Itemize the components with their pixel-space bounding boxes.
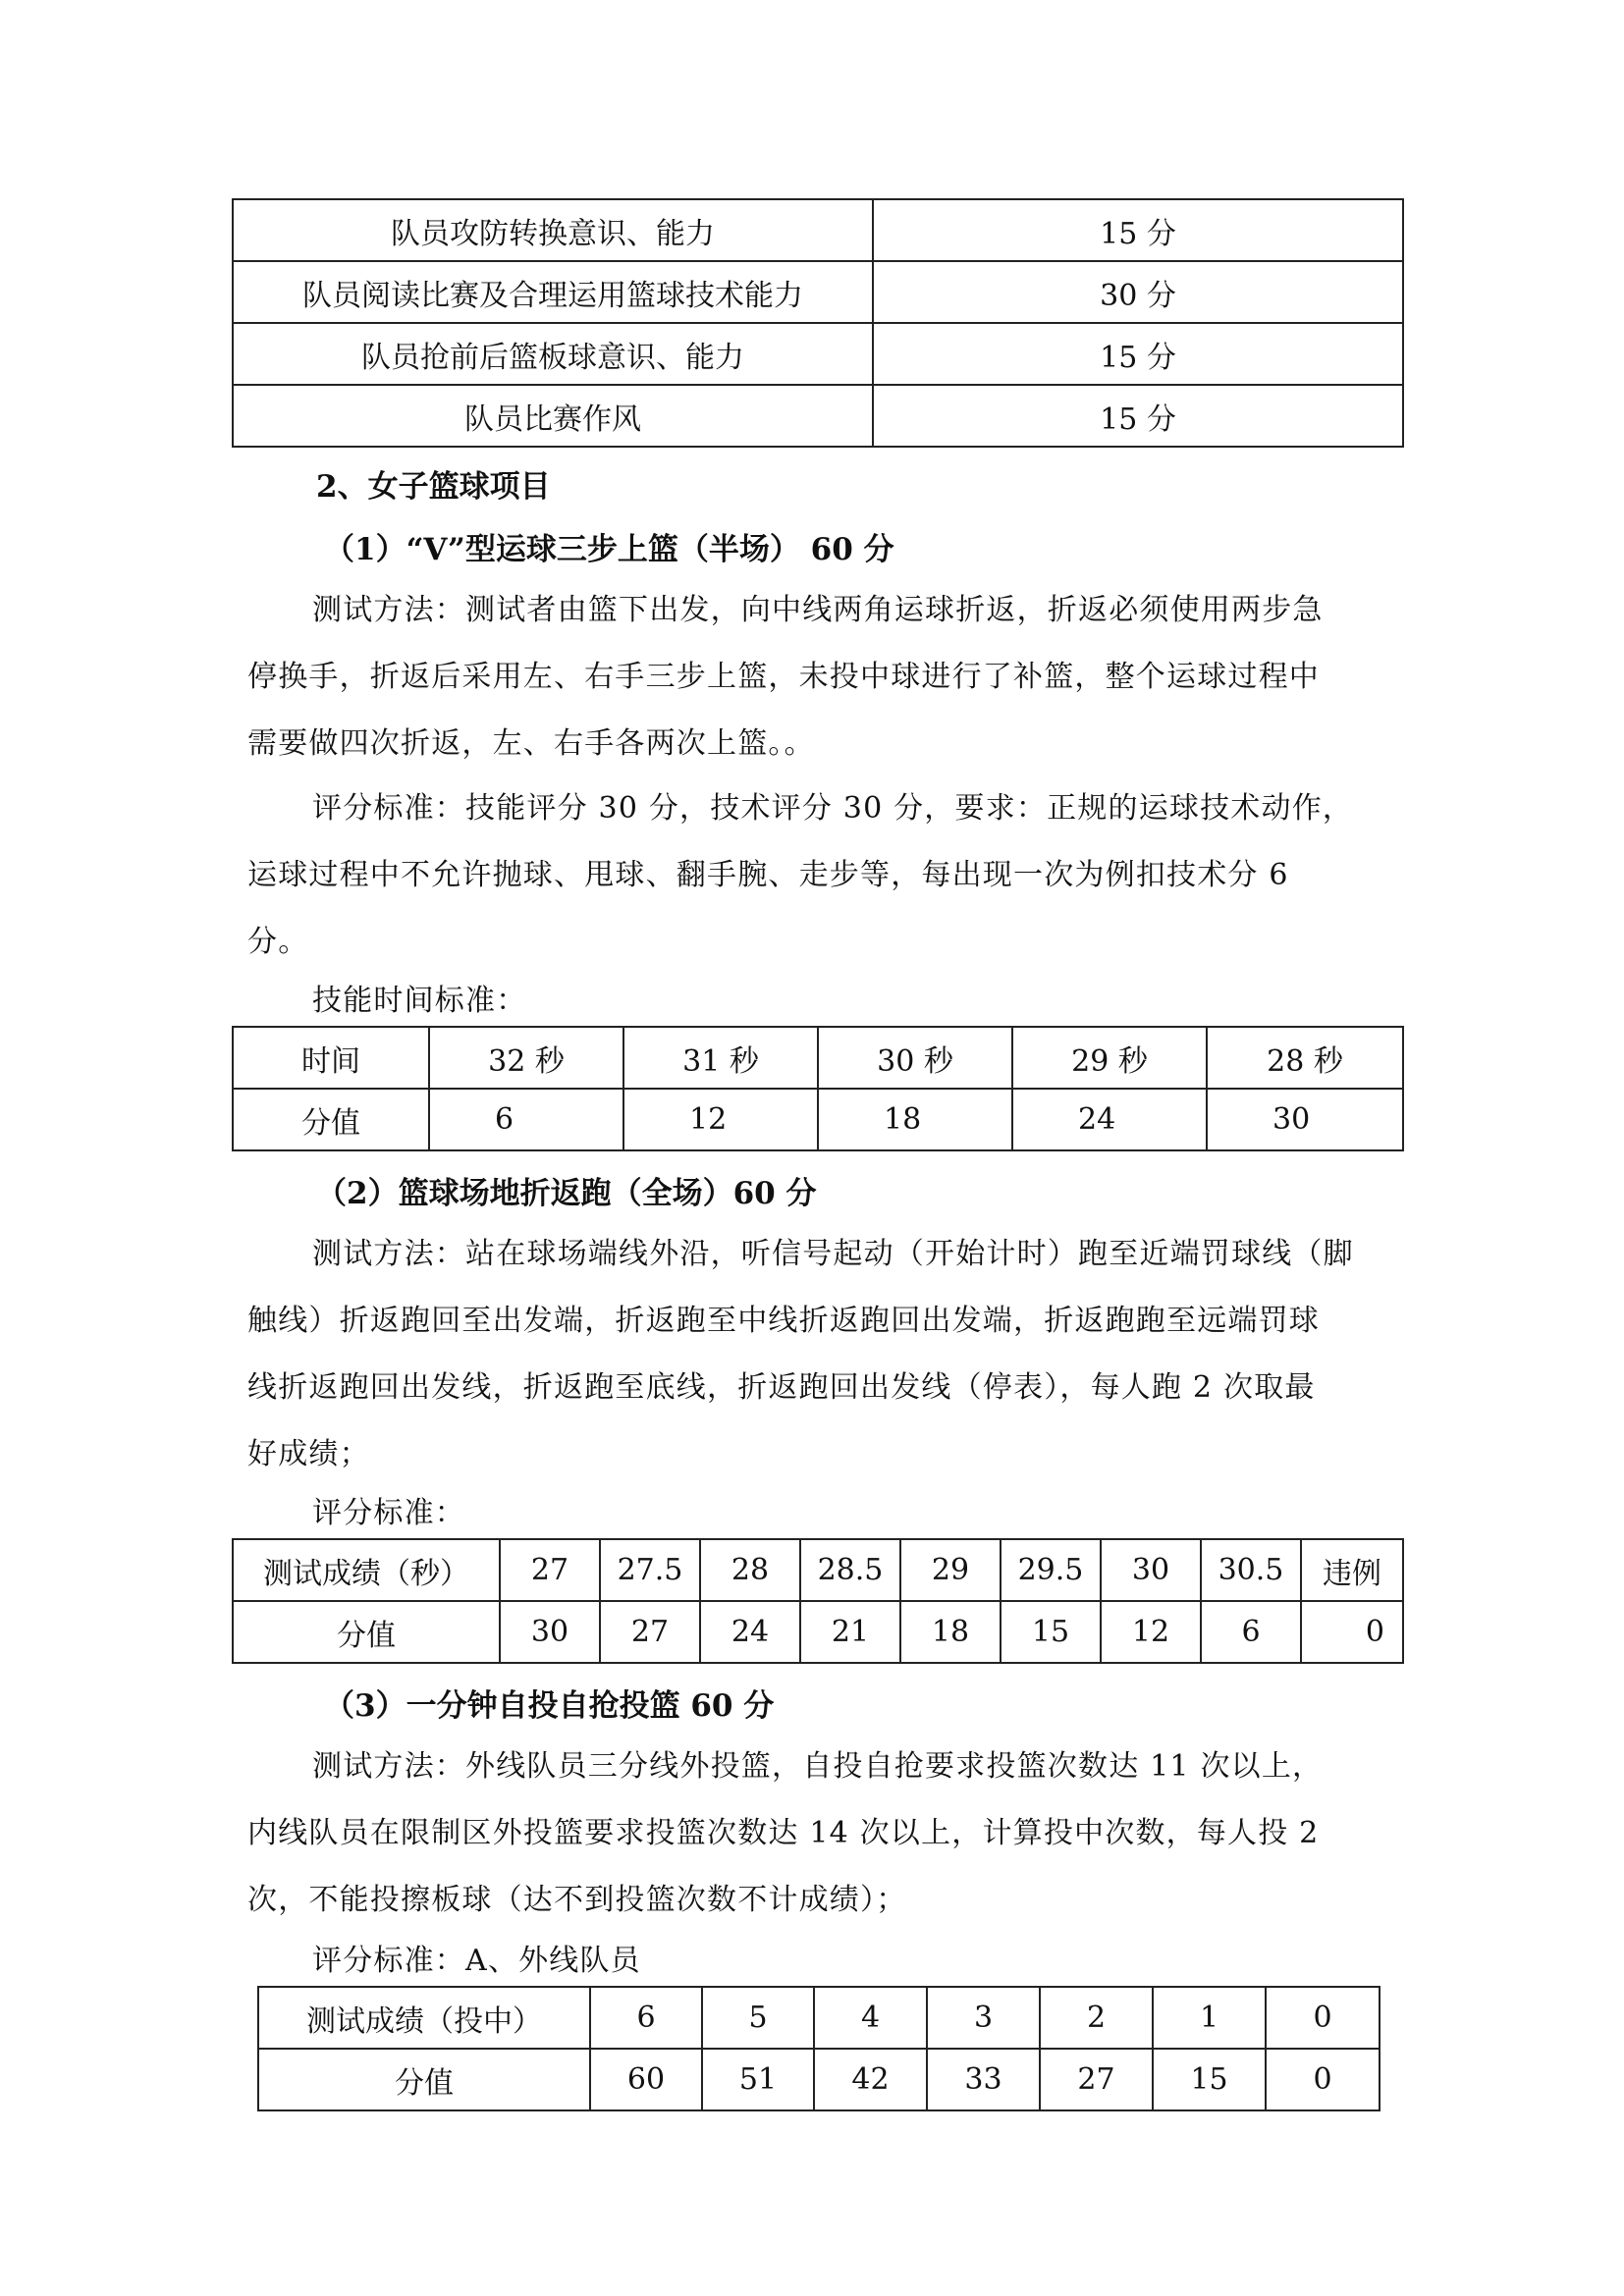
table-cell: 31 秒 [623,1027,818,1089]
table-cell: 51 [702,2049,814,2110]
table-cell: 15 分 [873,199,1403,261]
table-row [233,1601,1403,1663]
table-cell: 18 [818,1089,1012,1150]
table-header-cell: 时间 [233,1027,429,1089]
table-cell: 27 [600,1601,700,1663]
table-cell: 29.5 [1001,1539,1101,1601]
table-cell: 30 [1101,1539,1201,1601]
table-cell: 0 [1301,1601,1403,1663]
table-header-cell: 分值 [233,1089,429,1150]
table-row [233,323,1403,385]
paragraph-line: 测试方法：外线队员三分线外投篮，自投自抢要求投篮次数达 11 次以上， [312,1749,1324,1784]
table-cell: 队员比赛作风 [233,385,873,447]
table-cell: 15 分 [873,385,1403,447]
table-cell: 30 秒 [818,1027,1012,1089]
table-header-cell: 测试成绩（投中） [258,1987,590,2049]
item1-criteria [247,775,1386,976]
table-row [258,2049,1380,2110]
table-row [233,261,1403,323]
time-standard-table [232,1026,1404,1151]
table-cell: 30.5 [1201,1539,1301,1601]
table-cell: 0 [1266,2049,1380,2110]
table-cell: 1 [1153,1987,1266,2049]
table-cell: 6 [590,1987,702,2049]
table-row [233,1089,1403,1150]
table-row [233,1027,1403,1089]
table-header-cell: 分值 [233,1601,500,1663]
table-cell: 18 [900,1601,1001,1663]
item3-heading: （3）一分钟自投自抢投篮 60 分 [324,1688,775,1724]
paragraph-line: 评分标准：技能评分 30 分，技术评分 30 分，要求：正规的运球技术动作， [312,791,1354,826]
time-standard-label: 技能时间标准： [312,984,527,1018]
table-cell: 15 [1153,2049,1266,2110]
paragraph-line: 测试方法：站在球场端线外沿，听信号起动（开始计时）跑至近端罚球线（脚 [312,1237,1354,1271]
table-cell: 违例 [1301,1539,1403,1601]
item1-method [247,577,1386,777]
table-cell: 队员抢前后篮板球意识、能力 [233,323,873,385]
shuttle-run-table [232,1538,1404,1664]
table-cell: 30 [1207,1089,1403,1150]
paragraph-line: 次，不能投擦板球（达不到投篮次数不计成绩）； [247,1883,907,1917]
table-cell: 30 [500,1601,600,1663]
table-cell: 42 [814,2049,927,2110]
skills-score-table [232,198,1404,448]
shooting-score-table [257,1986,1380,2111]
table-cell: 队员阅读比赛及合理运用篮球技术能力 [233,261,873,323]
item1-heading: （1）“V”型运球三步上篮（半场） 60 分 [324,532,894,567]
table-cell: 27.5 [600,1539,700,1601]
item3-method [247,1734,1386,1934]
table-cell: 60 [590,2049,702,2110]
item3-criteria-label: 评分标准：A、外线队员 [312,1944,641,1978]
table-header-cell: 测试成绩（秒） [233,1539,500,1601]
paragraph-line: 好成绩； [247,1437,370,1471]
table-cell: 15 分 [873,323,1403,385]
table-cell: 24 [1012,1089,1207,1150]
table-cell: 29 秒 [1012,1027,1207,1089]
paragraph-line: 触线）折返跑回至出发端，折返跑至中线折返跑回出发端，折返跑跑至远端罚球 [247,1304,1320,1338]
table-cell: 3 [927,1987,1040,2049]
table-cell: 27 [1040,2049,1153,2110]
item2-method [247,1221,1386,1488]
table-cell: 28.5 [800,1539,900,1601]
table-cell: 2 [1040,1987,1153,2049]
table-header-cell: 分值 [258,2049,590,2110]
table-cell: 队员攻防转换意识、能力 [233,199,873,261]
section-title: 2、女子篮球项目 [316,469,551,505]
table-cell: 12 [1101,1601,1201,1663]
table-cell: 28 [700,1539,800,1601]
table-cell: 0 [1266,1987,1380,2049]
paragraph-line: 线折返跑回出发线，折返跑至底线，折返跑回出发线（停表），每人跑 2 次取最 [247,1370,1316,1405]
table-cell: 29 [900,1539,1001,1601]
table-cell: 30 分 [873,261,1403,323]
table-row [233,1539,1403,1601]
table-cell: 21 [800,1601,900,1663]
table-cell: 6 [1201,1601,1301,1663]
table-cell: 4 [814,1987,927,2049]
table-row [258,1987,1380,2049]
item2-criteria-label: 评分标准： [312,1496,465,1530]
item2-heading: （2）篮球场地折返跑（全场）60 分 [316,1176,817,1211]
table-cell: 27 [500,1539,600,1601]
table-cell: 33 [927,2049,1040,2110]
paragraph-line: 内线队员在限制区外投篮要求投篮次数达 14 次以上，计算投中次数，每人投 2 [247,1816,1320,1850]
paragraph-line: 测试方法：测试者由篮下出发，向中线两角运球折返，折返必须使用两步急 [312,593,1324,627]
table-cell: 6 [429,1089,623,1150]
table-cell: 28 秒 [1207,1027,1403,1089]
paragraph-line: 需要做四次折返，左、右手各两次上篮。。 [247,726,815,761]
paragraph-line: 分。 [247,925,309,959]
paragraph-line: 停换手，折返后采用左、右手三步上篮，未投中球进行了补篮，整个运球过程中 [247,660,1320,694]
table-cell: 5 [702,1987,814,2049]
table-cell: 15 [1001,1601,1101,1663]
table-cell: 12 [623,1089,818,1150]
table-cell: 32 秒 [429,1027,623,1089]
paragraph-line: 运球过程中不允许抛球、甩球、翻手腕、走步等，每出现一次为例扣技术分 6 [247,858,1289,892]
table-cell: 24 [700,1601,800,1663]
table-row [233,199,1403,261]
table-row [233,385,1403,447]
